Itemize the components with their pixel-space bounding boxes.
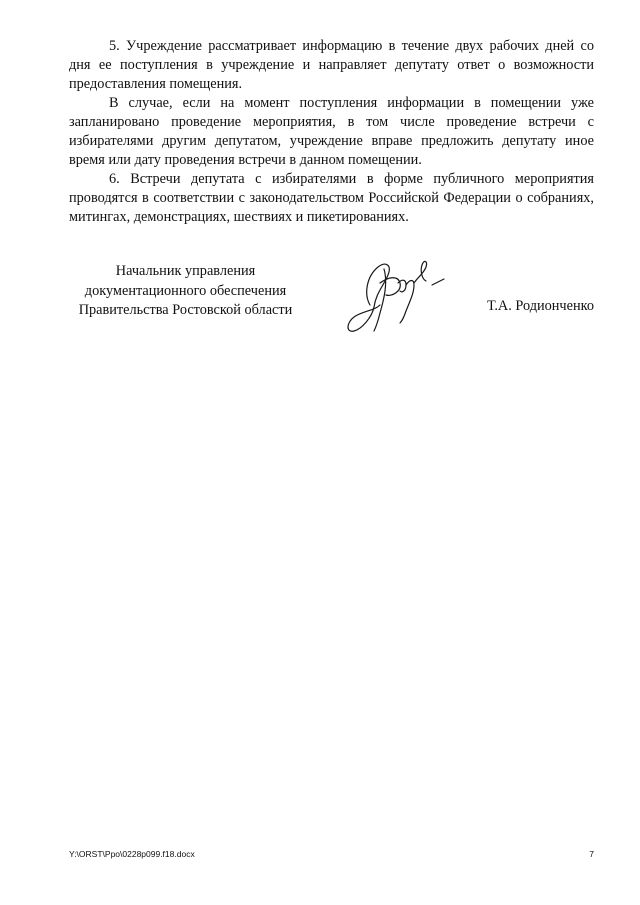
footer-file-path: Y:\ORST\Ppo\0228p099.f18.docx [69,849,195,859]
page-number: 7 [589,849,594,859]
signatory-position [62,262,309,321]
position-line: документационного обеспечения [84,282,287,299]
signatory-name: Т.А. Родионченко [487,298,594,314]
position-line: Начальник управления [115,263,256,279]
position-line: Правительства Ростовской области [78,302,293,318]
handwritten-signature [340,253,460,338]
paragraph-item-6: 6. Встречи депутата с избирателями в форме публичного мероприятия проводятся в соответствии с законодательством Российской Федерации о собраниях, митингах, демонстрациях, шествиях и пикетированиях. [69,171,594,225]
paragraph-item-5: 5. Учреждение рассматривает информацию в течение двух рабочих дней со дня ее поступления в учреждение и направляет депутату ответ о возможности предоставления помещения. [69,38,594,92]
paragraph-schedule-conflict: В случае, если на момент поступления информации в помещении уже запланировано проведение мероприятия, в том числе проведение встречи с избирателями другим депутатом, учреждение вправе предложить депутату иное время или дату проведения встречи в данном помещении. [69,95,594,168]
document-body [69,37,594,227]
